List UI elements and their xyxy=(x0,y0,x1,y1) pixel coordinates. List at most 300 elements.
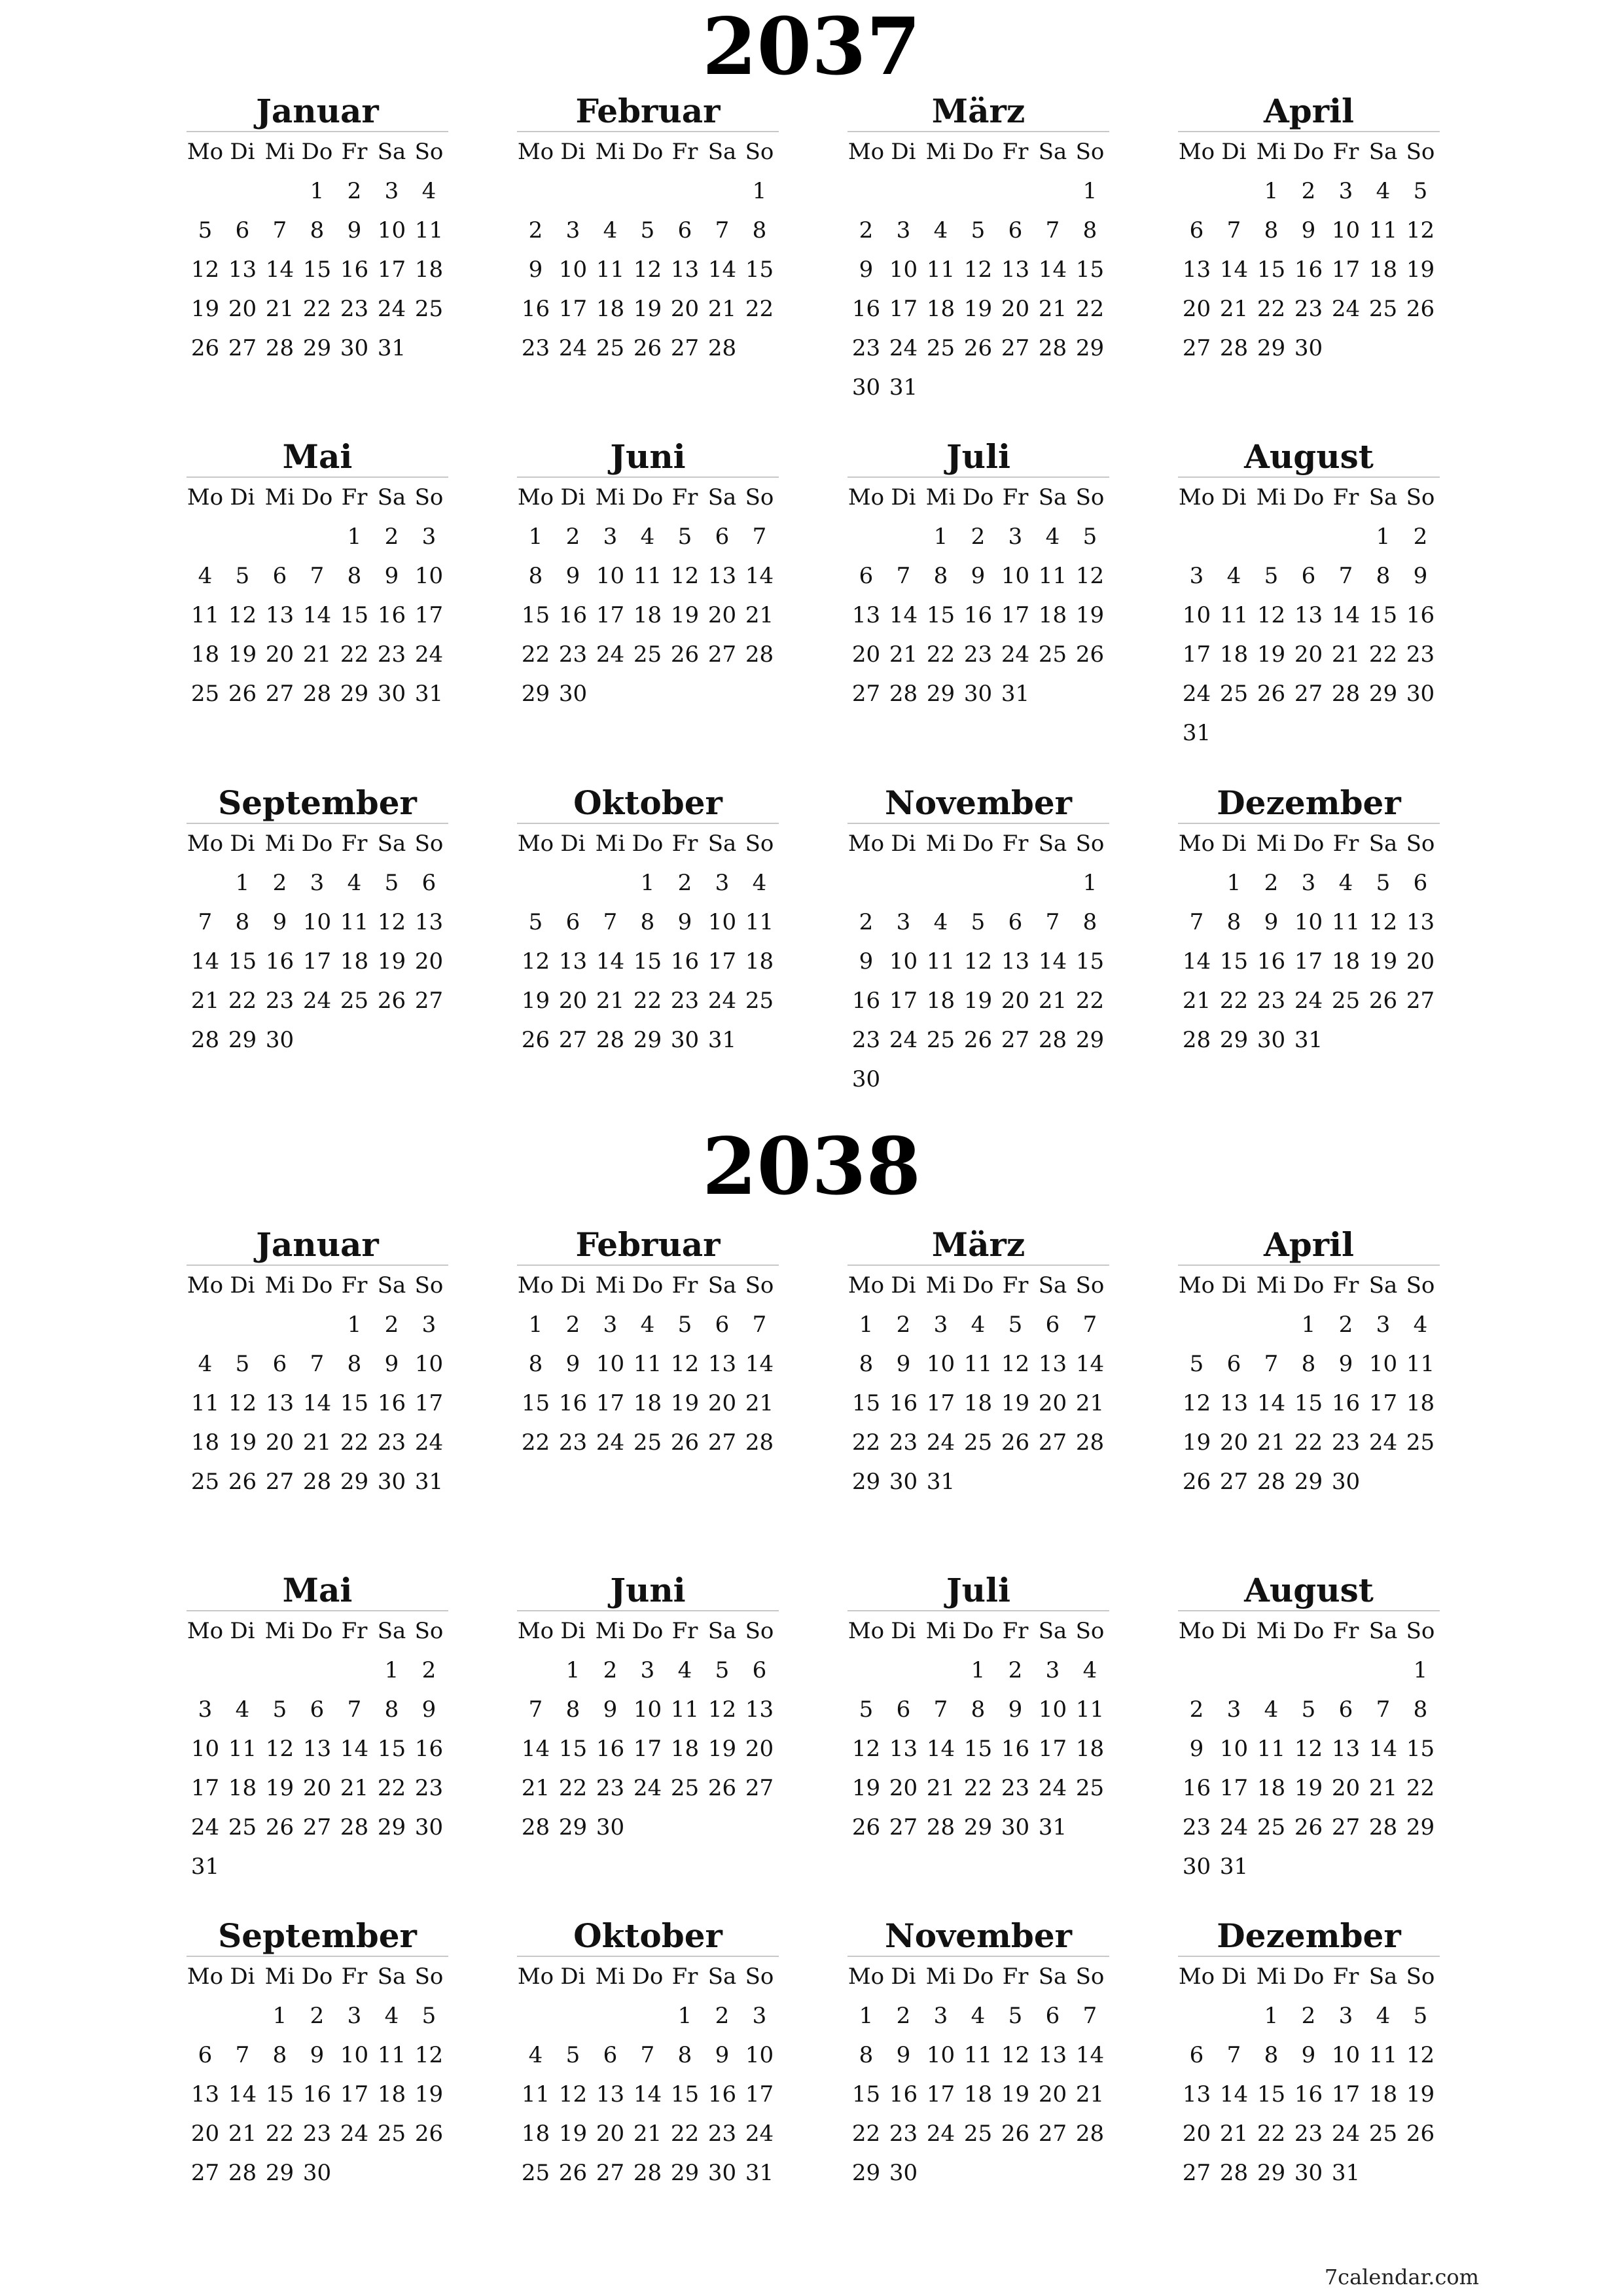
day-cell: 19 xyxy=(963,988,993,1014)
month-grid xyxy=(847,132,1109,407)
day-cell: 26 xyxy=(1257,681,1286,707)
day-cell: 6 xyxy=(198,2042,213,2068)
day-cell: 25 xyxy=(414,296,444,322)
weekday-label: Do xyxy=(301,1964,333,1990)
day-cell: 17 xyxy=(926,1390,955,1416)
weekday-label: Di xyxy=(891,831,916,857)
weekday-label: Do xyxy=(1293,1272,1325,1299)
day-cell: 31 xyxy=(745,2160,774,2186)
day-cell: 19 xyxy=(228,1429,257,1456)
day-cell: 6 xyxy=(1045,1312,1060,1338)
weekday-label: Do xyxy=(632,1272,664,1299)
day-cell: 27 xyxy=(302,1814,332,1840)
day-cell: 12 xyxy=(963,948,993,975)
day-cell: 17 xyxy=(889,296,918,322)
day-cell: 10 xyxy=(1038,1696,1067,1723)
weekday-label: So xyxy=(745,139,774,165)
day-cell: 19 xyxy=(963,296,993,322)
weekday-label: Mi xyxy=(925,139,956,165)
weekday-label: Mi xyxy=(264,1272,295,1299)
day-cell: 25 xyxy=(1331,988,1361,1014)
month-name: Juni xyxy=(517,1571,779,1611)
day-cell: 26 xyxy=(414,2121,444,2147)
weekday-label: So xyxy=(414,1964,444,1990)
day-cell: 22 xyxy=(1257,296,1286,322)
month-grid xyxy=(517,1611,779,1847)
day-cell: 8 xyxy=(347,563,362,589)
day-cell: 18 xyxy=(1219,641,1249,668)
day-cell: 30 xyxy=(1294,2160,1323,2186)
weekday-label: Di xyxy=(1221,484,1247,511)
day-cell: 15 xyxy=(558,1736,588,1762)
day-cell: 1 xyxy=(933,524,948,550)
day-cell: 5 xyxy=(971,909,986,935)
month-2037-2 xyxy=(517,92,779,368)
day-cell: 14 xyxy=(1331,602,1361,628)
day-cell: 27 xyxy=(414,988,444,1014)
day-cell: 29 xyxy=(851,2160,881,2186)
day-cell: 21 xyxy=(1075,2081,1105,2108)
day-cell: 17 xyxy=(745,2081,774,2108)
weekday-label: Di xyxy=(891,484,916,511)
month-grid xyxy=(847,1611,1109,1847)
day-cell: 12 xyxy=(228,602,257,628)
weekday-label: Di xyxy=(1221,1964,1247,1990)
day-cell: 15 xyxy=(745,257,774,283)
day-cell: 21 xyxy=(596,988,625,1014)
day-cell: 12 xyxy=(558,2081,588,2108)
day-cell: 1 xyxy=(1264,178,1279,204)
day-cell: 21 xyxy=(1219,2121,1249,2147)
month-grid xyxy=(1178,1266,1440,1501)
day-cell: 14 xyxy=(1075,1351,1105,1377)
day-cell: 14 xyxy=(745,563,774,589)
weekday-label: Mi xyxy=(264,139,295,165)
day-cell: 21 xyxy=(1075,1390,1105,1416)
month-name: November xyxy=(847,1916,1109,1957)
day-cell: 13 xyxy=(1038,2042,1067,2068)
month-name: September xyxy=(187,1916,448,1957)
day-cell: 8 xyxy=(1376,563,1391,589)
day-cell: 8 xyxy=(933,563,948,589)
day-cell: 4 xyxy=(235,1696,250,1723)
month-grid xyxy=(187,132,448,368)
day-cell: 29 xyxy=(340,1469,369,1495)
day-cell: 22 xyxy=(558,1775,588,1801)
weekday-label: Sa xyxy=(707,484,737,511)
weekday-label: Mi xyxy=(264,1964,295,1990)
day-cell: 13 xyxy=(1038,1351,1067,1377)
weekday-label: Fr xyxy=(1002,1272,1029,1299)
day-cell: 15 xyxy=(633,948,662,975)
day-cell: 30 xyxy=(670,1027,700,1053)
weekday-label: Fr xyxy=(671,1618,698,1644)
day-cell: 19 xyxy=(670,1390,700,1416)
day-cell: 1 xyxy=(1226,870,1241,896)
day-cell: 20 xyxy=(1001,988,1030,1014)
day-cell: 10 xyxy=(596,563,625,589)
day-cell: 17 xyxy=(633,1736,662,1762)
day-cell: 5 xyxy=(1413,178,1428,204)
day-cell: 6 xyxy=(1045,2003,1060,2029)
weekday-label: Do xyxy=(962,139,994,165)
day-cell: 15 xyxy=(1368,602,1398,628)
day-cell: 14 xyxy=(633,2081,662,2108)
day-cell: 10 xyxy=(1331,2042,1361,2068)
day-cell: 19 xyxy=(1294,1775,1323,1801)
day-cell: 3 xyxy=(1008,524,1023,550)
day-cell: 26 xyxy=(1182,1469,1211,1495)
day-cell: 28 xyxy=(1368,1814,1398,1840)
month-grid xyxy=(847,824,1109,1099)
day-cell: 3 xyxy=(384,178,399,204)
day-cell: 20 xyxy=(745,1736,774,1762)
day-cell: 15 xyxy=(1257,2081,1286,2108)
month-name: August xyxy=(1178,1571,1440,1611)
day-cell: 22 xyxy=(377,1775,406,1801)
day-cell: 8 xyxy=(1226,909,1241,935)
day-cell: 9 xyxy=(859,948,874,975)
day-cell: 8 xyxy=(677,2042,692,2068)
day-cell: 18 xyxy=(1075,1736,1105,1762)
day-cell: 25 xyxy=(1219,681,1249,707)
day-cell: 18 xyxy=(414,257,444,283)
day-cell: 3 xyxy=(347,2003,362,2029)
day-cell: 2 xyxy=(272,870,287,896)
day-cell: 7 xyxy=(752,1312,767,1338)
day-cell: 3 xyxy=(933,2003,948,2029)
day-cell: 9 xyxy=(310,2042,325,2068)
day-cell: 9 xyxy=(565,563,580,589)
day-cell: 23 xyxy=(1294,296,1323,322)
day-cell: 7 xyxy=(1189,909,1204,935)
day-cell: 14 xyxy=(1182,948,1211,975)
day-cell: 21 xyxy=(302,1429,332,1456)
day-cell: 26 xyxy=(377,988,406,1014)
weekday-label: Sa xyxy=(707,831,737,857)
day-cell: 2 xyxy=(859,909,874,935)
day-cell: 28 xyxy=(1075,2121,1105,2147)
day-cell: 17 xyxy=(1331,2081,1361,2108)
day-cell: 11 xyxy=(1368,2042,1398,2068)
day-cell: 11 xyxy=(228,1736,257,1762)
day-cell: 15 xyxy=(851,2081,881,2108)
day-cell: 9 xyxy=(272,909,287,935)
year-title-2038: 2038 xyxy=(702,1121,921,1213)
day-cell: 20 xyxy=(1406,948,1435,975)
day-cell: 14 xyxy=(1257,1390,1286,1416)
day-cell: 28 xyxy=(1331,681,1361,707)
day-cell: 19 xyxy=(1001,2081,1030,2108)
day-cell: 11 xyxy=(414,217,444,243)
day-cell: 2 xyxy=(715,2003,730,2029)
day-cell: 30 xyxy=(889,2160,918,2186)
day-cell: 9 xyxy=(1301,217,1316,243)
weekday-label: Mi xyxy=(925,1964,956,1990)
weekday-label: Do xyxy=(962,1272,994,1299)
day-cell: 18 xyxy=(596,296,625,322)
day-cell: 5 xyxy=(528,909,543,935)
day-cell: 4 xyxy=(1082,1657,1097,1683)
weekday-label: Mo xyxy=(517,1618,554,1644)
day-cell: 29 xyxy=(340,681,369,707)
day-cell: 25 xyxy=(745,988,774,1014)
day-cell: 10 xyxy=(926,1351,955,1377)
day-cell: 18 xyxy=(190,1429,220,1456)
month-grid xyxy=(187,824,448,1060)
day-cell: 22 xyxy=(1406,1775,1435,1801)
day-cell: 23 xyxy=(265,988,294,1014)
day-cell: 16 xyxy=(1257,948,1286,975)
day-cell: 4 xyxy=(1264,1696,1279,1723)
day-cell: 17 xyxy=(596,602,625,628)
day-cell: 26 xyxy=(1368,988,1398,1014)
day-cell: 11 xyxy=(340,909,369,935)
day-cell: 30 xyxy=(1331,1469,1361,1495)
day-cell: 1 xyxy=(640,870,655,896)
day-cell: 24 xyxy=(302,988,332,1014)
day-cell: 5 xyxy=(677,524,692,550)
day-cell: 27 xyxy=(1219,1469,1249,1495)
day-cell: 1 xyxy=(1413,1657,1428,1683)
day-cell: 13 xyxy=(1406,909,1435,935)
day-cell: 19 xyxy=(707,1736,737,1762)
weekday-label: Sa xyxy=(377,139,406,165)
day-cell: 7 xyxy=(1045,909,1060,935)
month-name: Oktober xyxy=(517,1916,779,1957)
weekday-label: Mi xyxy=(1256,1618,1287,1644)
day-cell: 3 xyxy=(1301,870,1316,896)
day-cell: 20 xyxy=(707,1390,737,1416)
day-cell: 25 xyxy=(963,2121,993,2147)
day-cell: 5 xyxy=(1189,1351,1204,1377)
day-cell: 30 xyxy=(377,681,406,707)
day-cell: 15 xyxy=(1257,257,1286,283)
month-grid xyxy=(187,1957,448,2193)
weekday-label: Sa xyxy=(1368,1964,1398,1990)
day-cell: 5 xyxy=(971,217,986,243)
day-cell: 31 xyxy=(926,1469,955,1495)
month-grid xyxy=(187,478,448,713)
day-cell: 4 xyxy=(1338,870,1353,896)
weekday-label: Mo xyxy=(847,484,885,511)
weekday-label: Sa xyxy=(1038,484,1067,511)
day-cell: 31 xyxy=(190,1854,220,1880)
day-cell: 2 xyxy=(677,870,692,896)
day-cell: 26 xyxy=(521,1027,550,1053)
weekday-label: Di xyxy=(560,484,586,511)
day-cell: 15 xyxy=(1075,948,1105,975)
weekday-label: Mi xyxy=(595,1618,626,1644)
day-cell: 9 xyxy=(715,2042,730,2068)
day-cell: 10 xyxy=(190,1736,220,1762)
day-cell: 26 xyxy=(1406,296,1435,322)
day-cell: 6 xyxy=(1301,563,1316,589)
day-cell: 2 xyxy=(1008,1657,1023,1683)
day-cell: 4 xyxy=(971,2003,986,2029)
day-cell: 18 xyxy=(745,948,774,975)
day-cell: 17 xyxy=(1331,257,1361,283)
day-cell: 7 xyxy=(1045,217,1060,243)
day-cell: 14 xyxy=(1219,2081,1249,2108)
day-cell: 28 xyxy=(926,1814,955,1840)
day-cell: 7 xyxy=(310,1351,325,1377)
day-cell: 4 xyxy=(347,870,362,896)
day-cell: 14 xyxy=(228,2081,257,2108)
day-cell: 30 xyxy=(1406,681,1435,707)
site-footer[interactable]: 7calendar.com xyxy=(1324,2265,1479,2289)
day-cell: 31 xyxy=(414,1469,444,1495)
day-cell: 5 xyxy=(565,2042,580,2068)
weekday-label: Di xyxy=(230,1964,255,1990)
day-cell: 1 xyxy=(272,2003,287,2029)
day-cell: 3 xyxy=(1338,2003,1353,2029)
day-cell: 30 xyxy=(707,2160,737,2186)
day-cell: 16 xyxy=(670,948,700,975)
day-cell: 17 xyxy=(340,2081,369,2108)
day-cell: 10 xyxy=(596,1351,625,1377)
day-cell: 29 xyxy=(1219,1027,1249,1053)
day-cell: 1 xyxy=(752,178,767,204)
weekday-label: Do xyxy=(632,831,664,857)
month-grid xyxy=(1178,478,1440,753)
day-cell: 9 xyxy=(896,2042,911,2068)
day-cell: 12 xyxy=(670,563,700,589)
day-cell: 17 xyxy=(596,1390,625,1416)
day-cell: 16 xyxy=(558,602,588,628)
day-cell: 4 xyxy=(1413,1312,1428,1338)
weekday-label: Do xyxy=(301,484,333,511)
day-cell: 18 xyxy=(633,602,662,628)
weekday-label: Di xyxy=(560,1964,586,1990)
day-cell: 31 xyxy=(1038,1814,1067,1840)
day-cell: 23 xyxy=(851,1027,881,1053)
day-cell: 30 xyxy=(1257,1027,1286,1053)
day-cell: 10 xyxy=(1331,217,1361,243)
month-name: Dezember xyxy=(1178,783,1440,824)
day-cell: 30 xyxy=(1001,1814,1030,1840)
day-cell: 27 xyxy=(707,1429,737,1456)
day-cell: 18 xyxy=(633,1390,662,1416)
weekday-label: Do xyxy=(962,1618,994,1644)
day-cell: 24 xyxy=(889,335,918,361)
weekday-label: Sa xyxy=(1368,831,1398,857)
day-cell: 18 xyxy=(926,296,955,322)
day-cell: 22 xyxy=(521,1429,550,1456)
day-cell: 5 xyxy=(272,1696,287,1723)
month-2038-5 xyxy=(187,1571,448,1886)
day-cell: 18 xyxy=(1038,602,1067,628)
day-cell: 7 xyxy=(272,217,287,243)
day-cell: 2 xyxy=(1301,2003,1316,2029)
day-cell: 21 xyxy=(1219,296,1249,322)
day-cell: 3 xyxy=(896,909,911,935)
day-cell: 16 xyxy=(1182,1775,1211,1801)
day-cell: 21 xyxy=(889,641,918,668)
day-cell: 15 xyxy=(1219,948,1249,975)
month-2037-7 xyxy=(847,437,1109,713)
day-cell: 29 xyxy=(1368,681,1398,707)
day-cell: 28 xyxy=(302,681,332,707)
day-cell: 16 xyxy=(302,2081,332,2108)
day-cell: 13 xyxy=(670,257,700,283)
day-cell: 13 xyxy=(1182,257,1211,283)
day-cell: 28 xyxy=(1038,335,1067,361)
day-cell: 6 xyxy=(715,1312,730,1338)
weekday-label: Di xyxy=(1221,1272,1247,1299)
weekday-label: Di xyxy=(560,831,586,857)
day-cell: 23 xyxy=(707,2121,737,2147)
weekday-label: So xyxy=(745,1964,774,1990)
weekday-label: So xyxy=(1075,484,1105,511)
day-cell: 11 xyxy=(745,909,774,935)
weekday-label: So xyxy=(414,831,444,857)
day-cell: 13 xyxy=(851,602,881,628)
day-cell: 17 xyxy=(377,257,406,283)
day-cell: 20 xyxy=(851,641,881,668)
day-cell: 24 xyxy=(1219,1814,1249,1840)
day-cell: 6 xyxy=(1008,217,1023,243)
day-cell: 14 xyxy=(1075,2042,1105,2068)
day-cell: 27 xyxy=(228,335,257,361)
day-cell: 1 xyxy=(528,524,543,550)
day-cell: 22 xyxy=(1075,988,1105,1014)
day-cell: 31 xyxy=(1001,681,1030,707)
day-cell: 9 xyxy=(896,1351,911,1377)
day-cell: 24 xyxy=(926,1429,955,1456)
day-cell: 29 xyxy=(558,1814,588,1840)
weekday-label: Do xyxy=(1293,831,1325,857)
day-cell: 24 xyxy=(190,1814,220,1840)
day-cell: 20 xyxy=(889,1775,918,1801)
day-cell: 7 xyxy=(752,524,767,550)
weekday-label: Di xyxy=(891,1618,916,1644)
weekday-label: Mi xyxy=(925,484,956,511)
day-cell: 3 xyxy=(421,524,437,550)
weekday-label: Mi xyxy=(925,831,956,857)
day-cell: 27 xyxy=(1331,1814,1361,1840)
month-name: Juli xyxy=(847,437,1109,478)
month-name: März xyxy=(847,92,1109,132)
day-cell: 21 xyxy=(1331,641,1361,668)
day-cell: 1 xyxy=(971,1657,986,1683)
day-cell: 23 xyxy=(377,641,406,668)
day-cell: 31 xyxy=(377,335,406,361)
month-name: August xyxy=(1178,437,1440,478)
weekday-label: Mo xyxy=(187,1964,224,1990)
day-cell: 6 xyxy=(677,217,692,243)
weekday-label: Fr xyxy=(1002,484,1029,511)
day-cell: 15 xyxy=(377,1736,406,1762)
month-2038-10 xyxy=(517,1916,779,2193)
day-cell: 28 xyxy=(889,681,918,707)
day-cell: 24 xyxy=(889,1027,918,1053)
day-cell: 8 xyxy=(272,2042,287,2068)
day-cell: 6 xyxy=(272,563,287,589)
day-cell: 2 xyxy=(384,1312,399,1338)
day-cell: 13 xyxy=(414,909,444,935)
day-cell: 13 xyxy=(265,1390,294,1416)
day-cell: 29 xyxy=(963,1814,993,1840)
day-cell: 21 xyxy=(521,1775,550,1801)
day-cell: 12 xyxy=(377,909,406,935)
day-cell: 10 xyxy=(414,563,444,589)
day-cell: 27 xyxy=(1038,2121,1067,2147)
day-cell: 12 xyxy=(633,257,662,283)
day-cell: 30 xyxy=(963,681,993,707)
day-cell: 23 xyxy=(596,1775,625,1801)
weekday-label: Mo xyxy=(517,1272,554,1299)
